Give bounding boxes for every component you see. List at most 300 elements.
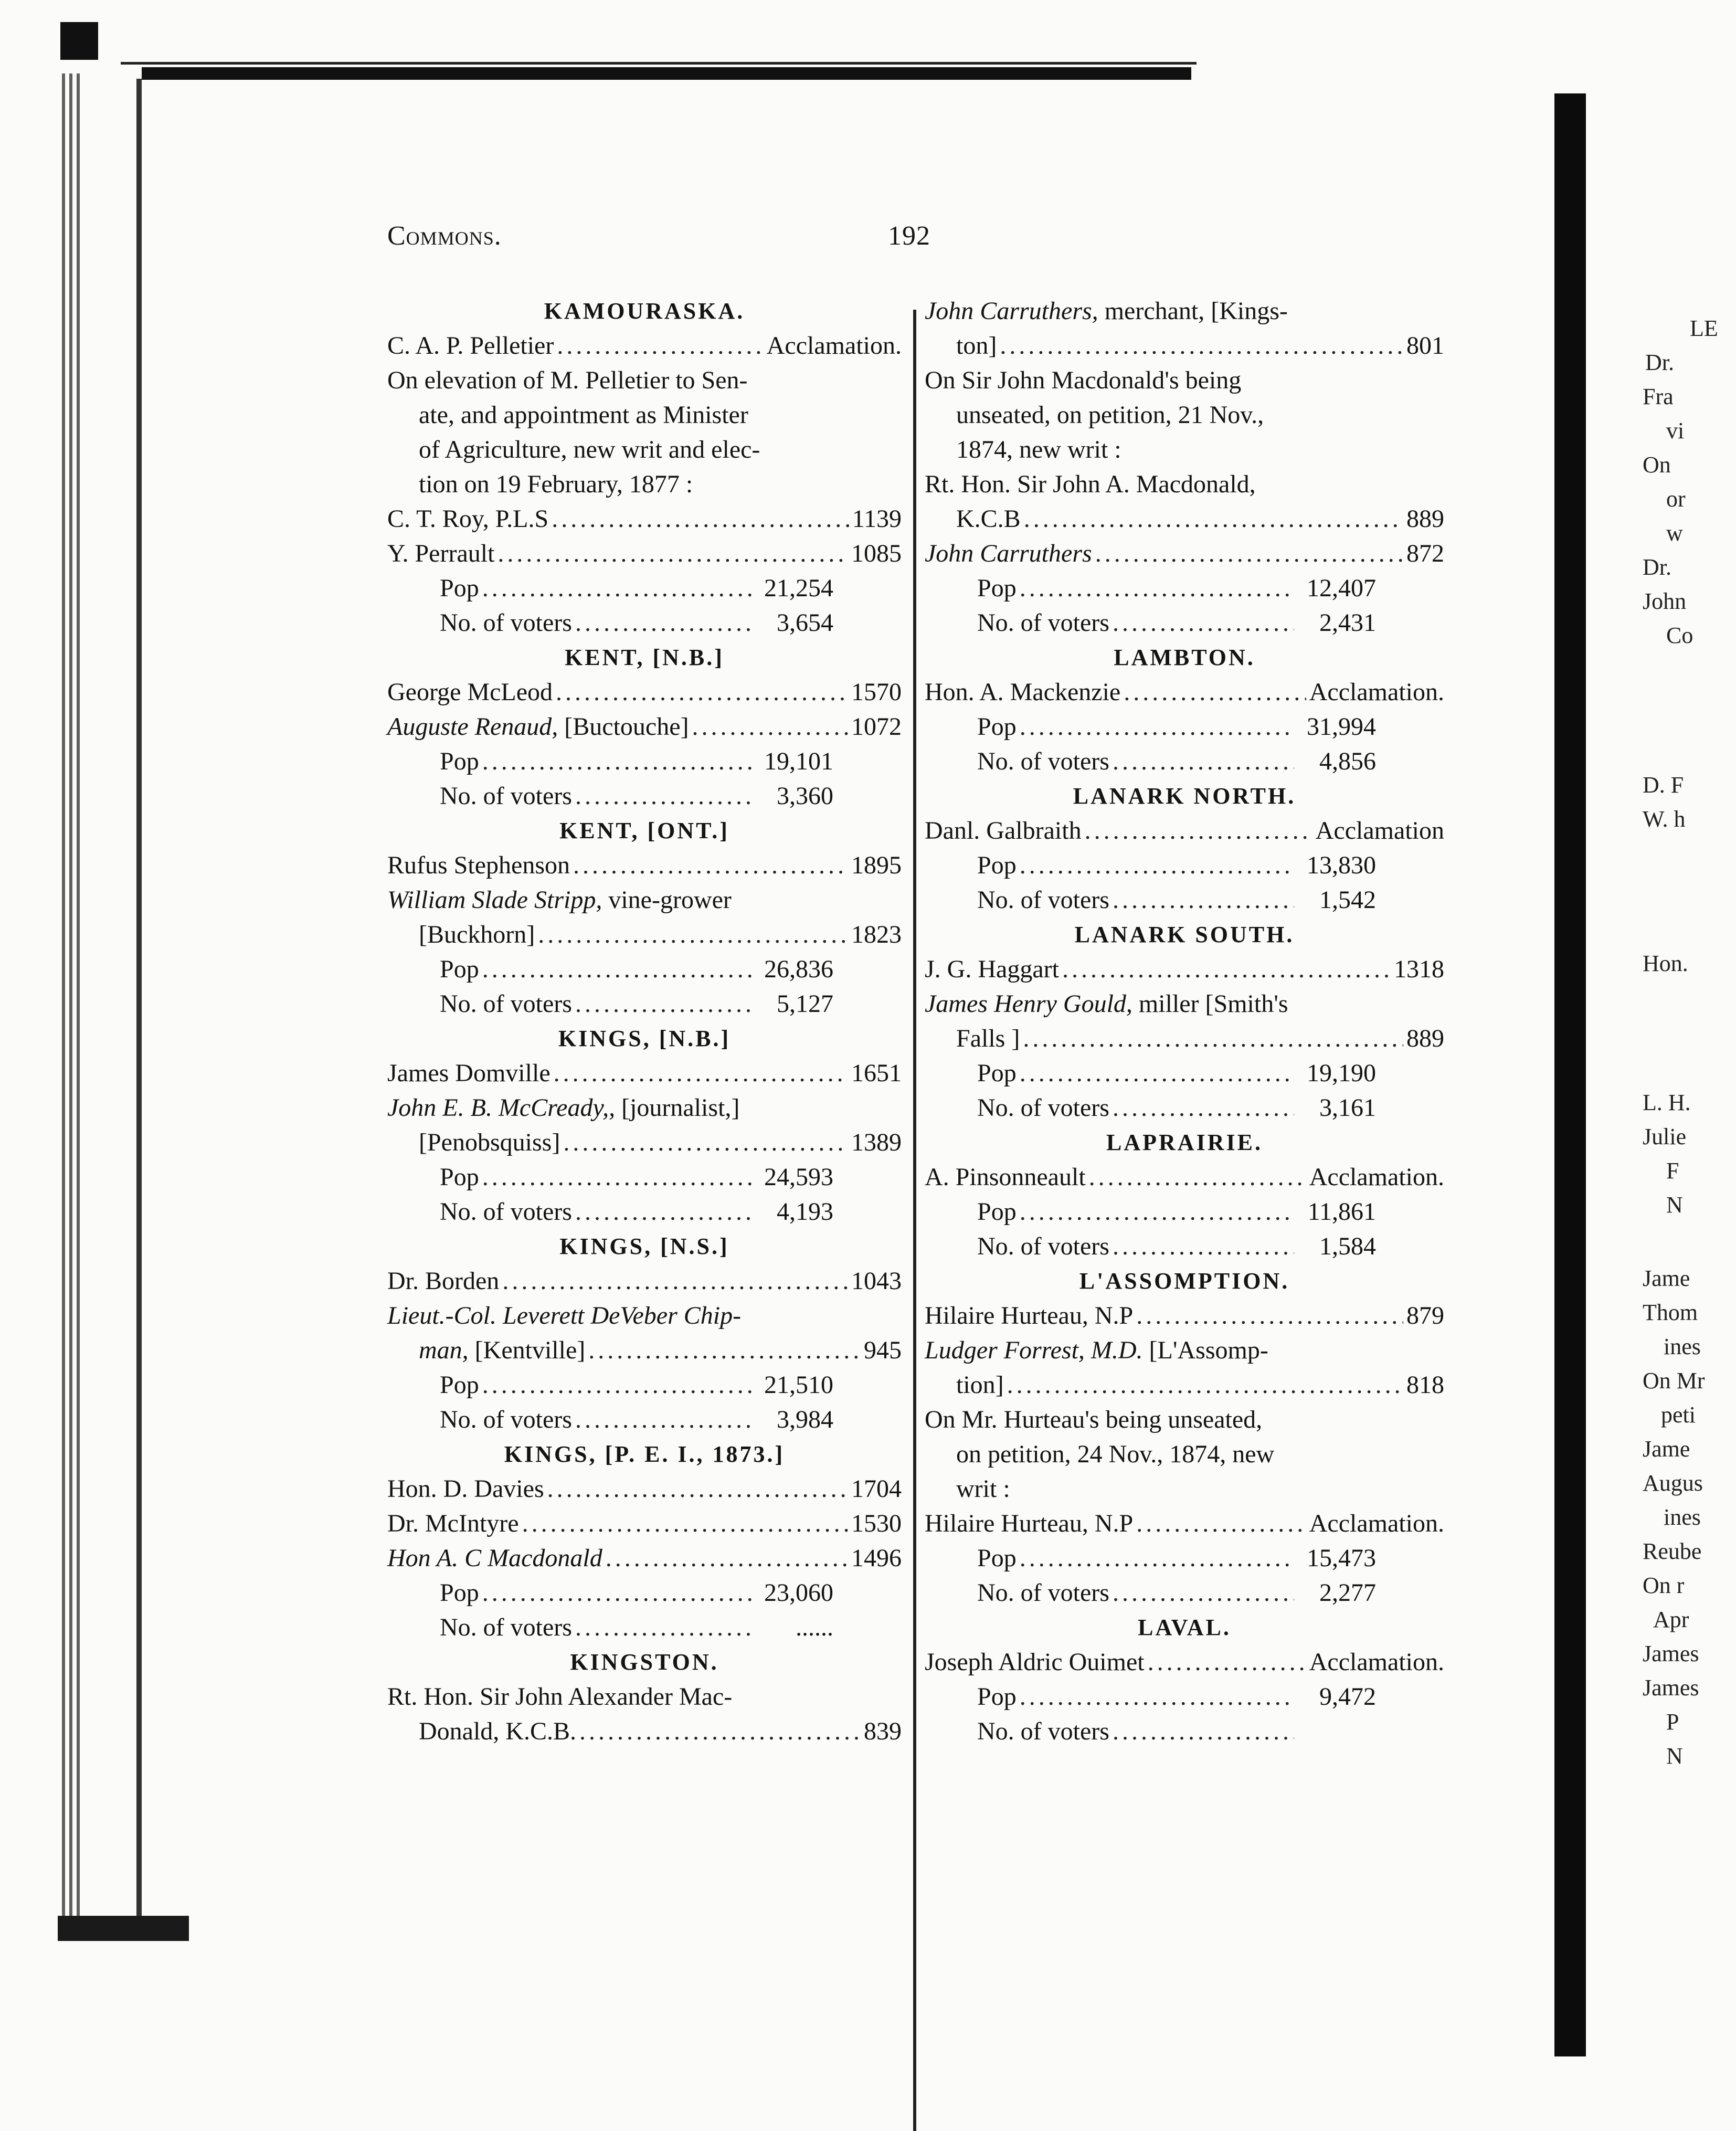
entry-text: Rt. Hon. Sir John A. Macdonald, bbox=[925, 470, 1256, 498]
name-text: Pop bbox=[977, 713, 1017, 741]
dot-leader bbox=[575, 779, 751, 814]
running-head-section: Commons. bbox=[387, 221, 502, 251]
candidate-row bbox=[925, 1299, 1444, 1333]
vote-count: 801 bbox=[1406, 332, 1444, 360]
vote-count: 1139 bbox=[852, 505, 902, 533]
dot-leader bbox=[1007, 1368, 1403, 1402]
candidate-row bbox=[925, 329, 1444, 363]
entry-continuation bbox=[925, 398, 1444, 432]
candidate-name bbox=[387, 1541, 602, 1576]
candidate-row bbox=[925, 1645, 1444, 1680]
entry-note bbox=[387, 363, 902, 398]
statistic-label bbox=[440, 606, 572, 640]
candidate-row bbox=[925, 952, 1444, 987]
vote-count: 818 bbox=[1406, 1371, 1444, 1399]
statistic-value: 12,407 bbox=[1307, 574, 1376, 602]
dot-leader bbox=[575, 606, 751, 640]
statistic-label bbox=[977, 1680, 1017, 1714]
candidate-name bbox=[387, 502, 548, 536]
entry-text: William Slade Stripp, bbox=[387, 886, 602, 914]
vote-count: 1704 bbox=[851, 1475, 902, 1503]
entry-note bbox=[387, 1091, 902, 1125]
statistic-label bbox=[977, 883, 1109, 917]
name-text: No. of voters bbox=[440, 1406, 572, 1433]
candidate-name bbox=[956, 1021, 1020, 1056]
constituency-heading: LAMBTON. bbox=[1114, 645, 1255, 670]
constituency-heading: KAMOURASKA. bbox=[544, 298, 745, 324]
dot-leader bbox=[606, 1541, 848, 1576]
entry-text-extra: vine-grower bbox=[602, 886, 732, 914]
candidate-name bbox=[925, 814, 1082, 848]
vote-count: Acclamation bbox=[1315, 817, 1444, 845]
name-text: Dr. McIntyre bbox=[387, 1510, 519, 1537]
statistic-value: 3,654 bbox=[777, 609, 833, 637]
candidate-name bbox=[956, 502, 1021, 536]
name-text: George McLeod bbox=[387, 678, 553, 706]
entry-text: ate, and appointment as Minister bbox=[419, 401, 748, 429]
candidate-row bbox=[387, 329, 902, 363]
entry-note bbox=[925, 1402, 1444, 1437]
name-text: Pop bbox=[440, 747, 479, 775]
dot-leader bbox=[1113, 1576, 1294, 1610]
statistic-value: 11,861 bbox=[1307, 1198, 1376, 1226]
next-page-fragment: On r bbox=[1643, 1573, 1685, 1598]
statistic-value: 1,542 bbox=[1319, 886, 1376, 914]
statistic-value: 5,127 bbox=[777, 990, 833, 1018]
candidate-row bbox=[925, 1368, 1444, 1402]
dot-leader bbox=[482, 1368, 751, 1402]
statistic-value: 24,593 bbox=[764, 1163, 833, 1191]
name-text: Donald, K.C.B. bbox=[419, 1717, 576, 1745]
vote-count: 889 bbox=[1406, 1025, 1444, 1052]
statistic-row bbox=[387, 779, 902, 814]
vote-count: Acclamation. bbox=[1309, 1510, 1444, 1537]
next-page-fragment: James bbox=[1643, 1675, 1699, 1701]
vote-count: 839 bbox=[864, 1717, 902, 1745]
dot-leader bbox=[1023, 1021, 1403, 1056]
statistic-row bbox=[925, 848, 1444, 883]
candidate-name bbox=[925, 675, 1120, 710]
statistic-row bbox=[925, 1195, 1444, 1229]
next-page-fragment: Reube bbox=[1643, 1538, 1702, 1564]
entry-text: On Sir John Macdonald's being bbox=[925, 366, 1242, 394]
candidate-name bbox=[387, 1472, 544, 1506]
statistic-row bbox=[387, 1195, 902, 1229]
dot-leader bbox=[1124, 675, 1306, 710]
candidate-row bbox=[387, 502, 902, 536]
scan-top-rule bbox=[142, 67, 1191, 80]
name-extra: [Buctouche] bbox=[558, 713, 689, 741]
next-page-fragment: peti bbox=[1661, 1402, 1696, 1428]
statistic-label bbox=[977, 1091, 1109, 1125]
statistic-value: 3,984 bbox=[777, 1406, 833, 1433]
statistic-row bbox=[925, 744, 1444, 779]
dot-leader bbox=[692, 710, 849, 744]
statistic-label bbox=[977, 710, 1017, 744]
entry-continuation bbox=[925, 432, 1444, 467]
candidate-row bbox=[387, 1541, 902, 1576]
dot-leader bbox=[1113, 606, 1294, 640]
candidate-name bbox=[925, 1645, 1145, 1680]
statistic-row bbox=[925, 1541, 1444, 1576]
candidate-name bbox=[387, 1264, 499, 1299]
dot-leader bbox=[556, 675, 848, 710]
next-page-fragment: N bbox=[1666, 1192, 1683, 1218]
vote-count: 1389 bbox=[851, 1128, 902, 1156]
dot-leader bbox=[1095, 536, 1403, 571]
next-page-fragment: P bbox=[1666, 1709, 1679, 1735]
dot-leader bbox=[522, 1506, 848, 1541]
dot-leader bbox=[557, 329, 763, 363]
candidate-name bbox=[419, 917, 535, 952]
scan-left-rule bbox=[136, 79, 142, 1937]
name-text: Hon A. C Macdonald bbox=[387, 1544, 602, 1572]
dot-leader bbox=[482, 1160, 751, 1195]
statistic-value: 19,101 bbox=[764, 747, 833, 775]
statistic-row bbox=[925, 571, 1444, 606]
statistic-label bbox=[440, 571, 479, 606]
entry-continuation bbox=[387, 398, 902, 432]
dot-leader bbox=[482, 744, 751, 779]
candidate-row bbox=[387, 848, 902, 883]
constituency-heading: L'ASSOMPTION. bbox=[1079, 1268, 1290, 1294]
dot-leader bbox=[575, 1195, 751, 1229]
statistic-label bbox=[440, 1368, 479, 1402]
statistic-label bbox=[440, 1402, 572, 1437]
dot-leader bbox=[1113, 744, 1294, 779]
name-text: ton] bbox=[956, 332, 997, 360]
name-text: Danl. Galbraith bbox=[925, 817, 1082, 845]
dot-leader bbox=[552, 502, 849, 536]
statistic-label bbox=[440, 1610, 572, 1645]
statistic-row bbox=[925, 1056, 1444, 1091]
vote-count: 879 bbox=[1406, 1302, 1444, 1330]
statistic-value: ...... bbox=[796, 1613, 833, 1641]
candidate-row bbox=[925, 675, 1444, 710]
vote-count: Acclamation. bbox=[1309, 1163, 1444, 1191]
next-page-fragment: James bbox=[1643, 1641, 1699, 1666]
entry-text: Lieut.-Col. Leverett DeVeber Chip- bbox=[387, 1302, 742, 1330]
name-text: No. of voters bbox=[440, 782, 572, 810]
dot-leader bbox=[1136, 1299, 1403, 1333]
entry-note bbox=[925, 294, 1444, 329]
candidate-row bbox=[387, 1264, 902, 1299]
candidate-name bbox=[387, 1056, 551, 1091]
name-text: James Domville bbox=[387, 1059, 551, 1087]
name-text: Y. Perrault bbox=[387, 540, 495, 567]
dot-leader bbox=[1020, 1195, 1294, 1229]
entry-text: James Henry Gould, bbox=[925, 990, 1132, 1018]
candidate-name bbox=[387, 710, 689, 744]
entry-text: of Agriculture, new writ and elec- bbox=[419, 436, 760, 463]
left-column bbox=[387, 294, 902, 1749]
next-page-fragment: Hon. bbox=[1643, 951, 1688, 976]
next-page-fragment: or bbox=[1666, 486, 1686, 512]
entry-text: John Carruthers, bbox=[925, 297, 1098, 325]
candidate-name bbox=[419, 1333, 585, 1368]
dot-leader bbox=[1020, 1056, 1294, 1091]
dot-leader bbox=[563, 1125, 848, 1160]
name-text: Pop bbox=[440, 1163, 479, 1191]
entry-note bbox=[925, 987, 1444, 1021]
next-page-fragment: D. F bbox=[1643, 772, 1684, 798]
statistic-row bbox=[387, 744, 902, 779]
statistic-row bbox=[925, 1680, 1444, 1714]
statistic-label bbox=[977, 1576, 1109, 1610]
statistic-label bbox=[440, 1576, 479, 1610]
dot-leader bbox=[547, 1472, 848, 1506]
candidate-name bbox=[387, 329, 554, 363]
statistic-value: 9,472 bbox=[1319, 1683, 1376, 1711]
constituency-heading: KINGS, [P. E. I., 1873.] bbox=[504, 1441, 785, 1467]
dot-leader bbox=[1000, 329, 1403, 363]
name-text: No. of voters bbox=[977, 1232, 1109, 1260]
next-page-fragment: Co bbox=[1666, 623, 1693, 648]
statistic-label bbox=[977, 744, 1109, 779]
statistic-label bbox=[977, 1714, 1109, 1749]
statistic-row bbox=[387, 1368, 902, 1402]
name-text: No. of voters bbox=[440, 609, 572, 637]
candidate-row bbox=[387, 1714, 902, 1749]
next-page-fragment: ines bbox=[1664, 1504, 1701, 1530]
candidate-row bbox=[925, 814, 1444, 848]
name-text: Pop bbox=[440, 1371, 479, 1399]
candidate-row bbox=[387, 1506, 902, 1541]
statistic-label bbox=[440, 744, 479, 779]
statistic-label bbox=[977, 848, 1017, 883]
entry-text: Rt. Hon. Sir John Alexander Mac- bbox=[387, 1683, 733, 1711]
next-page-fragment: On Mr bbox=[1643, 1368, 1705, 1394]
constituency-heading: KENT, [ONT.] bbox=[559, 818, 729, 843]
dot-leader bbox=[1024, 502, 1403, 536]
name-text: C. T. Roy, P.L.S bbox=[387, 505, 549, 533]
candidate-row bbox=[925, 1506, 1444, 1541]
name-text: Rufus Stephenson bbox=[387, 851, 570, 879]
dot-leader bbox=[1085, 814, 1312, 848]
name-text: C. A. P. Pelletier bbox=[387, 332, 554, 360]
name-text: No. of voters bbox=[977, 1717, 1109, 1745]
name-text: Hilaire Hurteau, N.P bbox=[925, 1302, 1134, 1330]
vote-count: 1530 bbox=[851, 1510, 902, 1537]
statistic-label bbox=[977, 1056, 1017, 1091]
next-page-fragment: Julie bbox=[1643, 1124, 1687, 1149]
vote-count: 1651 bbox=[851, 1059, 902, 1087]
page-number: 192 bbox=[888, 221, 930, 251]
entry-text: on petition, 24 Nov., 1874, new bbox=[956, 1440, 1275, 1468]
vote-count: 1072 bbox=[851, 713, 902, 741]
next-page-fragment: Apr bbox=[1653, 1607, 1689, 1632]
next-page-fragment: vi bbox=[1666, 418, 1685, 444]
dot-leader bbox=[1020, 710, 1294, 744]
dot-leader bbox=[482, 952, 751, 987]
candidate-row bbox=[925, 1021, 1444, 1056]
scan-bottom-mark bbox=[58, 1916, 189, 1941]
statistic-row bbox=[925, 1229, 1444, 1264]
dot-leader bbox=[482, 571, 751, 606]
entry-text: On Mr. Hurteau's being unseated, bbox=[925, 1406, 1263, 1433]
entry-text-extra: merchant, [Kings- bbox=[1098, 297, 1288, 325]
dot-leader bbox=[573, 848, 848, 883]
scan-left-binding bbox=[62, 73, 82, 1932]
name-text: K.C.B bbox=[956, 505, 1021, 533]
statistic-value: 3,360 bbox=[777, 782, 833, 810]
candidate-name bbox=[956, 1368, 1004, 1402]
statistic-row bbox=[387, 571, 902, 606]
name-extra: [Kentville] bbox=[468, 1336, 586, 1364]
vote-count: 889 bbox=[1406, 505, 1444, 533]
entry-text: 1874, new writ : bbox=[956, 436, 1121, 463]
candidate-name bbox=[387, 848, 570, 883]
statistic-row bbox=[387, 1160, 902, 1195]
candidate-row bbox=[387, 1125, 902, 1160]
name-text: No. of voters bbox=[977, 1094, 1109, 1122]
entry-continuation bbox=[387, 467, 902, 502]
name-text: Pop bbox=[977, 1059, 1017, 1087]
dot-leader bbox=[1089, 1160, 1306, 1195]
statistic-value: 4,193 bbox=[777, 1198, 833, 1226]
dot-leader bbox=[502, 1264, 848, 1299]
statistic-value: 21,510 bbox=[764, 1371, 833, 1399]
name-text: No. of voters bbox=[977, 1579, 1109, 1607]
statistic-value: 31,994 bbox=[1307, 713, 1376, 741]
name-text: J. G. Haggart bbox=[925, 955, 1059, 983]
scan-edge-mark bbox=[60, 22, 98, 60]
entry-note bbox=[387, 1680, 902, 1714]
candidate-row bbox=[387, 1056, 902, 1091]
statistic-row bbox=[925, 1714, 1444, 1749]
candidate-name bbox=[387, 536, 494, 571]
dot-leader bbox=[1113, 1229, 1294, 1264]
entry-note bbox=[387, 883, 902, 917]
statistic-label bbox=[440, 952, 479, 987]
name-text: No. of voters bbox=[977, 886, 1109, 914]
vote-count: Acclamation. bbox=[766, 332, 902, 360]
statistic-value: 21,254 bbox=[764, 574, 833, 602]
statistic-label bbox=[440, 987, 572, 1021]
statistic-value: 3,161 bbox=[1319, 1094, 1376, 1122]
entry-note bbox=[925, 1333, 1444, 1368]
next-page-fragment: Augus bbox=[1643, 1470, 1703, 1496]
right-column bbox=[925, 294, 1444, 1749]
entry-text: On elevation of M. Pelletier to Sen- bbox=[387, 366, 748, 394]
name-text: No. of voters bbox=[440, 1198, 572, 1226]
vote-count: 945 bbox=[864, 1336, 902, 1364]
statistic-value: 2,277 bbox=[1319, 1579, 1376, 1607]
next-page-fragment: ines bbox=[1664, 1334, 1701, 1359]
next-page-fragment: w bbox=[1666, 520, 1683, 546]
next-page-fragment: Jame bbox=[1643, 1265, 1690, 1291]
vote-count: Acclamation. bbox=[1309, 678, 1444, 706]
entry-text-extra: miller [Smith's bbox=[1132, 990, 1288, 1018]
dot-leader bbox=[588, 1333, 861, 1368]
candidate-row bbox=[387, 917, 902, 952]
candidate-row bbox=[387, 710, 902, 744]
statistic-value: 15,473 bbox=[1307, 1544, 1376, 1572]
dot-leader bbox=[1113, 1091, 1294, 1125]
statistic-label bbox=[440, 1195, 572, 1229]
vote-count: 1085 bbox=[851, 540, 902, 567]
name-text: tion] bbox=[956, 1371, 1004, 1399]
dot-leader bbox=[1020, 1541, 1294, 1576]
name-text: Pop bbox=[977, 1683, 1017, 1711]
vote-count: 1318 bbox=[1394, 955, 1444, 983]
name-text: No. of voters bbox=[977, 609, 1109, 637]
statistic-row bbox=[925, 606, 1444, 640]
name-text: Pop bbox=[440, 1579, 479, 1607]
name-text: Pop bbox=[977, 574, 1017, 602]
dot-leader bbox=[579, 1714, 861, 1749]
scan-gutter-shadow bbox=[1554, 93, 1586, 2056]
candidate-name bbox=[925, 1160, 1086, 1195]
name-text: Hon. D. Davies bbox=[387, 1475, 544, 1503]
vote-count: 1823 bbox=[851, 921, 902, 948]
name-text: Pop bbox=[977, 1544, 1017, 1572]
name-text: John Carruthers bbox=[925, 540, 1092, 567]
dot-leader bbox=[575, 987, 751, 1021]
dot-leader bbox=[554, 1056, 848, 1091]
name-text: Pop bbox=[977, 1198, 1017, 1226]
candidate-row bbox=[925, 536, 1444, 571]
next-page-fragment: F bbox=[1666, 1158, 1679, 1184]
statistic-value: 23,060 bbox=[764, 1579, 833, 1607]
next-page-fragment: Thom bbox=[1643, 1300, 1698, 1325]
statistic-value: 13,830 bbox=[1307, 851, 1376, 879]
statistic-row bbox=[925, 883, 1444, 917]
statistic-label bbox=[977, 1541, 1017, 1576]
entry-text: tion on 19 February, 1877 : bbox=[419, 470, 693, 498]
entry-text-extra: [journalist,] bbox=[615, 1094, 740, 1122]
statistic-value: 1,584 bbox=[1319, 1232, 1376, 1260]
entry-continuation bbox=[925, 1472, 1444, 1506]
entry-text: John E. B. McCready,, bbox=[387, 1094, 616, 1122]
dot-leader bbox=[497, 536, 848, 571]
candidate-name bbox=[419, 1714, 576, 1749]
candidate-name bbox=[925, 1299, 1133, 1333]
next-page-fragment: Dr. bbox=[1643, 554, 1671, 580]
entry-text: Ludger Forrest, M.D. bbox=[925, 1336, 1143, 1364]
candidate-name bbox=[387, 675, 553, 710]
dot-leader bbox=[482, 1576, 751, 1610]
dot-leader bbox=[575, 1402, 751, 1437]
entry-text-extra: [L'Assomp- bbox=[1142, 1336, 1268, 1364]
constituency-heading: KINGS, [N.S.] bbox=[559, 1233, 729, 1259]
statistic-row bbox=[925, 1091, 1444, 1125]
statistic-row bbox=[925, 710, 1444, 744]
name-text: Hon. A. Mackenzie bbox=[925, 678, 1121, 706]
name-text: [Penobsquiss] bbox=[419, 1128, 560, 1156]
entry-note bbox=[925, 363, 1444, 398]
next-page-fragment: N bbox=[1666, 1743, 1683, 1769]
vote-count: 1496 bbox=[851, 1544, 902, 1572]
name-text: Pop bbox=[440, 955, 479, 983]
statistic-label bbox=[977, 1229, 1109, 1264]
dot-leader bbox=[1136, 1506, 1306, 1541]
entry-note bbox=[387, 1299, 902, 1333]
next-page-fragment: L. H. bbox=[1643, 1090, 1691, 1115]
constituency-heading: KINGS, [N.B.] bbox=[558, 1026, 731, 1051]
constituency-heading: KINGSTON. bbox=[570, 1649, 719, 1675]
constituency-heading: LAVAL. bbox=[1138, 1615, 1231, 1640]
next-page-fragment: Jame bbox=[1643, 1436, 1690, 1462]
candidate-name bbox=[925, 952, 1059, 987]
next-page-fragment: On bbox=[1643, 452, 1671, 478]
vote-count: 1895 bbox=[851, 851, 902, 879]
candidate-name bbox=[419, 1125, 560, 1160]
dot-leader bbox=[1113, 883, 1294, 917]
entry-note bbox=[925, 467, 1444, 502]
candidate-name bbox=[387, 1506, 519, 1541]
constituency-heading: LANARK SOUTH. bbox=[1074, 922, 1295, 947]
